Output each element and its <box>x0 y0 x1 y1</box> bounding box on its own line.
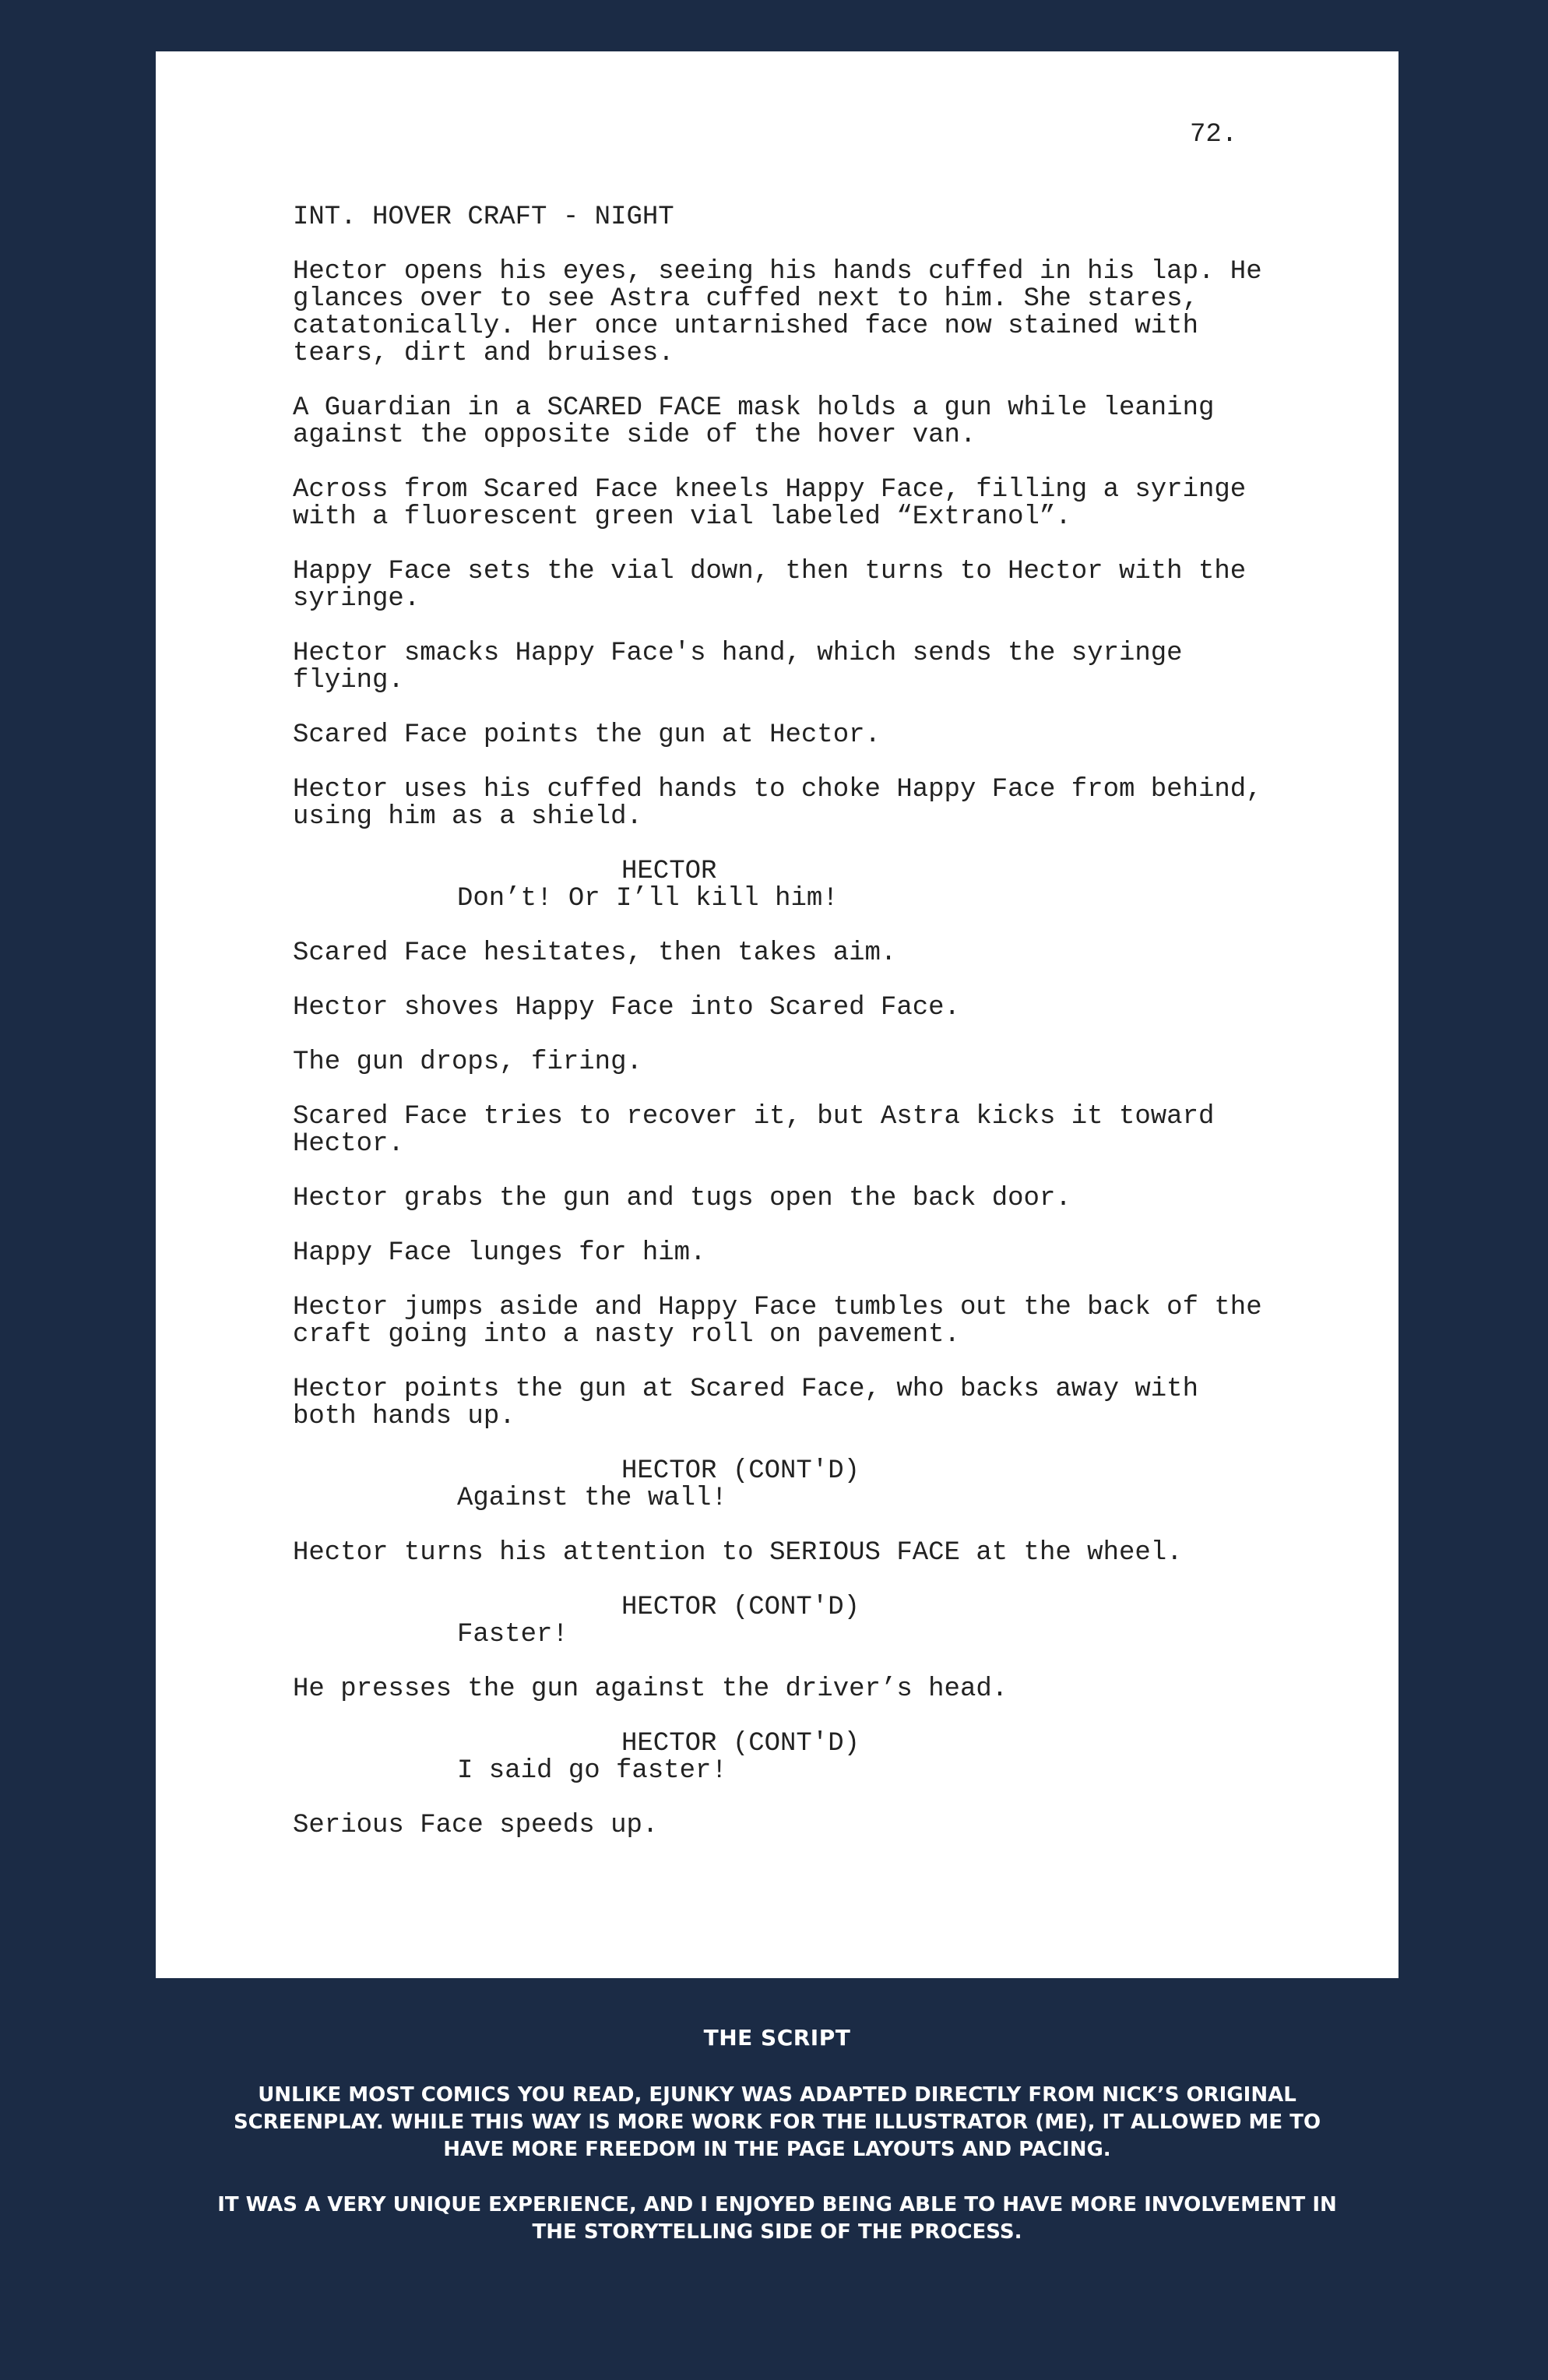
action-line: Hector shoves Happy Face into Scared Face. <box>293 993 960 1023</box>
dialogue-line: Don’t! Or I’ll kill him! <box>457 884 839 914</box>
dialogue-line: Against the wall! <box>457 1484 727 1513</box>
action-line: Hector grabs the gun and tugs open the back door. <box>293 1184 1071 1213</box>
page-number: 72. <box>1190 120 1238 150</box>
action-line: Hector uses his cuffed hands to choke Happy Face from behind, using him as a shield. <box>293 775 1262 832</box>
commentary-paragraph: IT WAS A VERY UNIQUE EXPERIENCE, AND I ENJOYED BEING ABLE TO HAVE MORE INVOLVEMENT IN THE STORYTELLING SIDE OF THE PROCESS. <box>217 2193 1337 2244</box>
commentary <box>156 2025 1398 2274</box>
action-line: Scared Face hesitates, then takes aim. <box>293 938 897 968</box>
action-line: Hector opens his eyes, seeing his hands cuffed in his lap. He glances over to see Astra cuffed next to him. She stares, catatonically. Her once untarnished face now stained with tears, dirt and bruises. <box>293 257 1262 368</box>
action-line: Happy Face sets the vial down, then turns to Hector with the syringe. <box>293 557 1247 614</box>
dialogue-line: I said go faster! <box>457 1756 727 1786</box>
action-line: He presses the gun against the driver’s head. <box>293 1674 1008 1704</box>
action-line: Scared Face tries to recover it, but Astra kicks it toward Hector. <box>293 1102 1215 1159</box>
script-page <box>156 51 1398 1978</box>
character-cue: HECTOR (CONT'D) <box>621 1456 860 1486</box>
character-cue: HECTOR <box>621 857 717 886</box>
dialogue-line: Faster! <box>457 1620 568 1649</box>
action-line: Hector points the gun at Scared Face, who backs away with both hands up. <box>293 1375 1198 1431</box>
script-body <box>293 204 1305 1867</box>
action-line: Across from Scared Face kneels Happy Face, filling a syringe with a fluorescent green vial labeled “Extranol”. <box>293 475 1247 532</box>
action-line: Serious Face speeds up. <box>293 1811 659 1840</box>
character-cue: HECTOR (CONT'D) <box>621 1729 860 1759</box>
action-line: Hector smacks Happy Face's hand, which sends the syringe flying. <box>293 639 1183 695</box>
action-line: Hector jumps aside and Happy Face tumbles out the back of the craft going into a nasty roll on pavement. <box>293 1293 1262 1350</box>
action-line: A Guardian in a SCARED FACE mask holds a gun while leaning against the opposite side of the hover van. <box>293 393 1215 450</box>
character-cue: HECTOR (CONT'D) <box>621 1593 860 1622</box>
action-line: Scared Face points the gun at Hector. <box>293 720 881 750</box>
action-line: The gun drops, firing. <box>293 1047 642 1077</box>
commentary-title: THE SCRIPT <box>703 2025 851 2051</box>
scene-heading: INT. HOVER CRAFT - NIGHT <box>293 202 674 232</box>
action-line: Happy Face lunges for him. <box>293 1238 706 1268</box>
action-line: Hector turns his attention to SERIOUS FACE at the wheel. <box>293 1538 1183 1568</box>
commentary-paragraph: UNLIKE MOST COMICS YOU READ, EJUNKY WAS ADAPTED DIRECTLY FROM NICK’S ORIGINAL SCREENPLAY. WHILE THIS WAY IS MORE WORK FOR THE ILLUSTRATOR (ME), IT ALLOWED ME TO HAVE MORE FREEDOM IN THE PAGE LAYOUTS AND PACING. <box>233 2083 1321 2161</box>
